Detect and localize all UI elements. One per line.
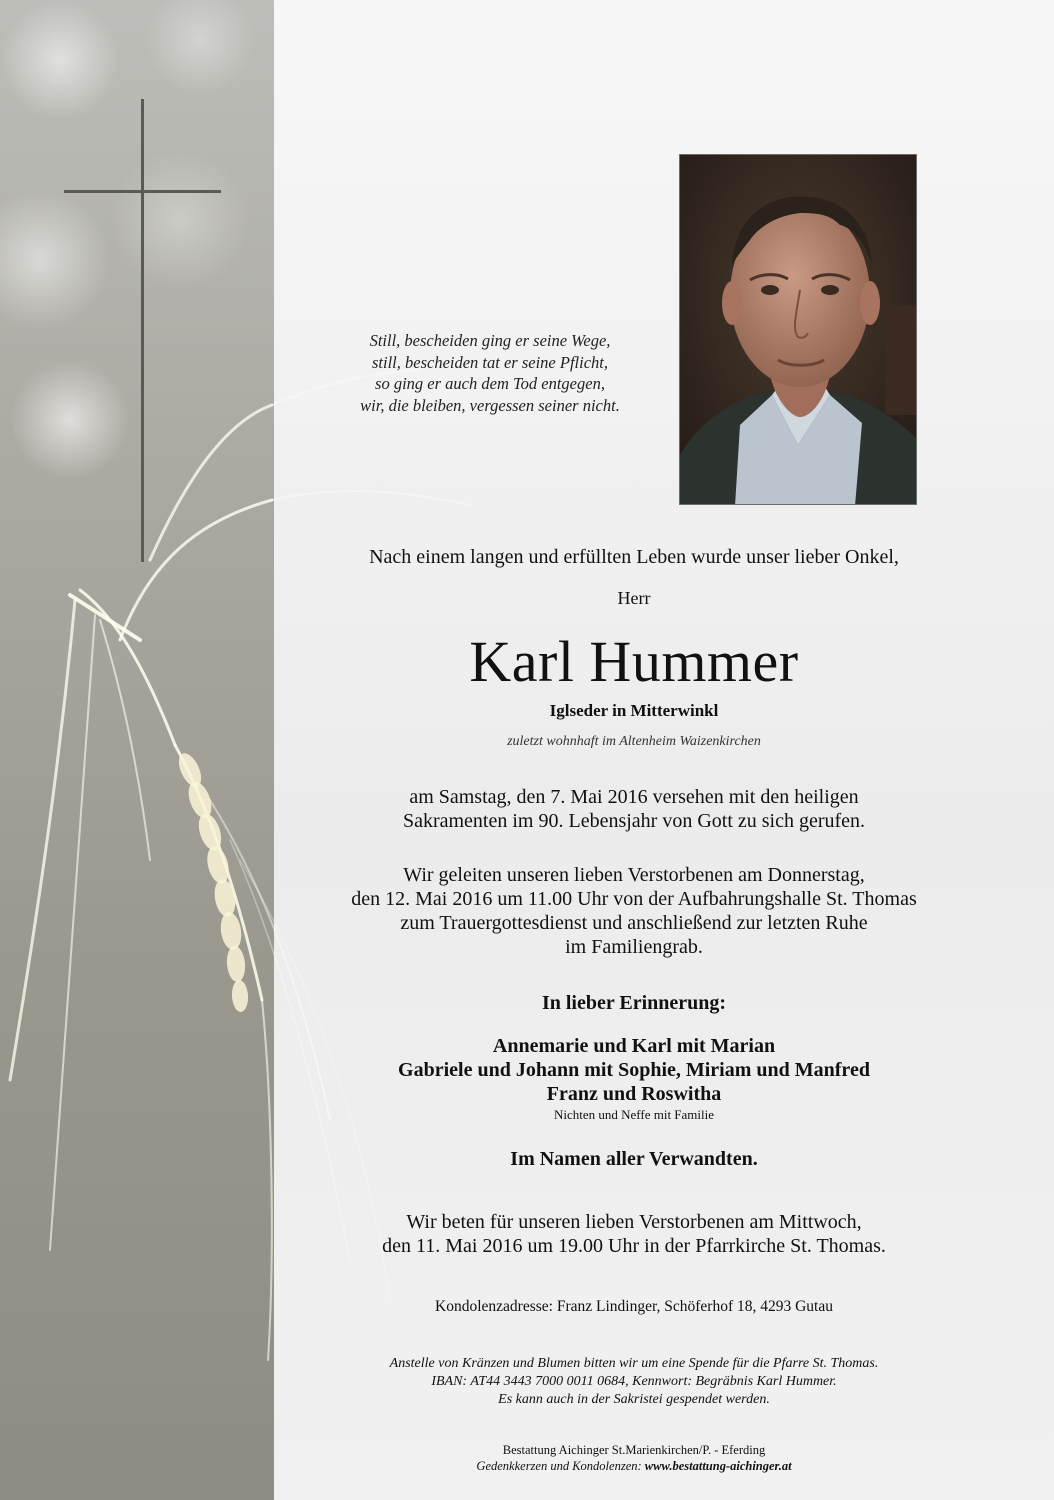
donation-line: IBAN: AT44 3443 7000 0011 0684, Kennwort: Begräbnis Karl Hummer. (431, 1374, 837, 1389)
house-name: Iglseder in Mitterwinkl (549, 701, 719, 720)
intro-text: Nach einem langen und erfüllten Leben wurde unser lieber Onkel, (369, 546, 899, 568)
prayer-line: Wir beten für unseren lieben Verstorbenen am Mittwoch, (406, 1211, 862, 1233)
cross-icon (141, 99, 144, 562)
poem-line: so ging er auch dem Tod entgegen, (375, 374, 605, 393)
poem-line: wir, die bleiben, vergessen seiner nicht. (360, 395, 620, 415)
footer-candles (320, 1458, 948, 1474)
portrait-photo (679, 154, 917, 505)
last-residence: zuletzt wohnhaft im Altenheim Waizenkirchen (507, 734, 761, 749)
funeral-details (320, 863, 948, 959)
cross-icon-bar (64, 190, 221, 193)
prayer-details (320, 1210, 948, 1258)
family-note: Nichten und Neffe mit Familie (553, 1107, 715, 1122)
funeral-line: den 12. Mai 2016 um 11.00 Uhr von der Aufbahrungshalle St. Thomas (351, 888, 917, 910)
relatives-line: Im Namen aller Verwandten. (510, 1148, 758, 1170)
donation-request (320, 1355, 948, 1409)
deceased-name: Karl Hummer (469, 629, 799, 694)
undertaker-name: Bestattung Aichinger St.Marienkirchen/P. - Eferding (502, 1443, 766, 1457)
death-notice-line: am Samstag, den 7. Mai 2016 versehen mit den heiligen (409, 786, 859, 808)
condolence-address: Kondolenzadresse: Franz Lindinger, Schöferhof 18, 4293 Gutau (435, 1298, 833, 1315)
mourner-line: Franz und Roswitha (546, 1083, 722, 1105)
left-decorative-panel (0, 0, 274, 1500)
memory-heading: In lieber Erinnerung: (541, 992, 727, 1014)
footer (320, 1442, 948, 1474)
portrait-image (680, 155, 917, 505)
death-notice-line: Sakramenten im 90. Lebensjahr von Gott zu sich gerufen. (402, 810, 866, 832)
donation-line: Es kann auch in der Sakristei gespendet werden. (498, 1392, 770, 1407)
candles-label: Gedenkkerzen und Kondolenzen: (476, 1459, 642, 1473)
mourners-list (320, 1034, 948, 1106)
prayer-line: den 11. Mai 2016 um 19.00 Uhr in der Pfarrkirche St. Thomas. (382, 1235, 886, 1257)
funeral-line: im Familiengrab. (565, 936, 703, 958)
salutation: Herr (617, 588, 651, 608)
memorial-poem (312, 330, 668, 416)
donation-line: Anstelle von Kränzen und Blumen bitten wir um eine Spende für die Pfarre St. Thomas. (389, 1356, 879, 1371)
mourner-line: Gabriele und Johann mit Sophie, Miriam und Manfred (398, 1059, 870, 1081)
poem-line: still, bescheiden tat er seine Pflicht, (372, 352, 608, 372)
funeral-line: Wir geleiten unseren lieben Verstorbenen am Donnerstag, (403, 864, 865, 886)
website-link[interactable]: www.bestattung-aichinger.at (644, 1459, 792, 1473)
funeral-line: zum Trauergottesdienst und anschließend zur letzten Ruhe (400, 912, 868, 934)
poem-line: Still, bescheiden ging er seine Wege, (369, 331, 611, 350)
death-notice (320, 785, 948, 833)
mourner-line: Annemarie und Karl mit Marian (492, 1035, 776, 1057)
